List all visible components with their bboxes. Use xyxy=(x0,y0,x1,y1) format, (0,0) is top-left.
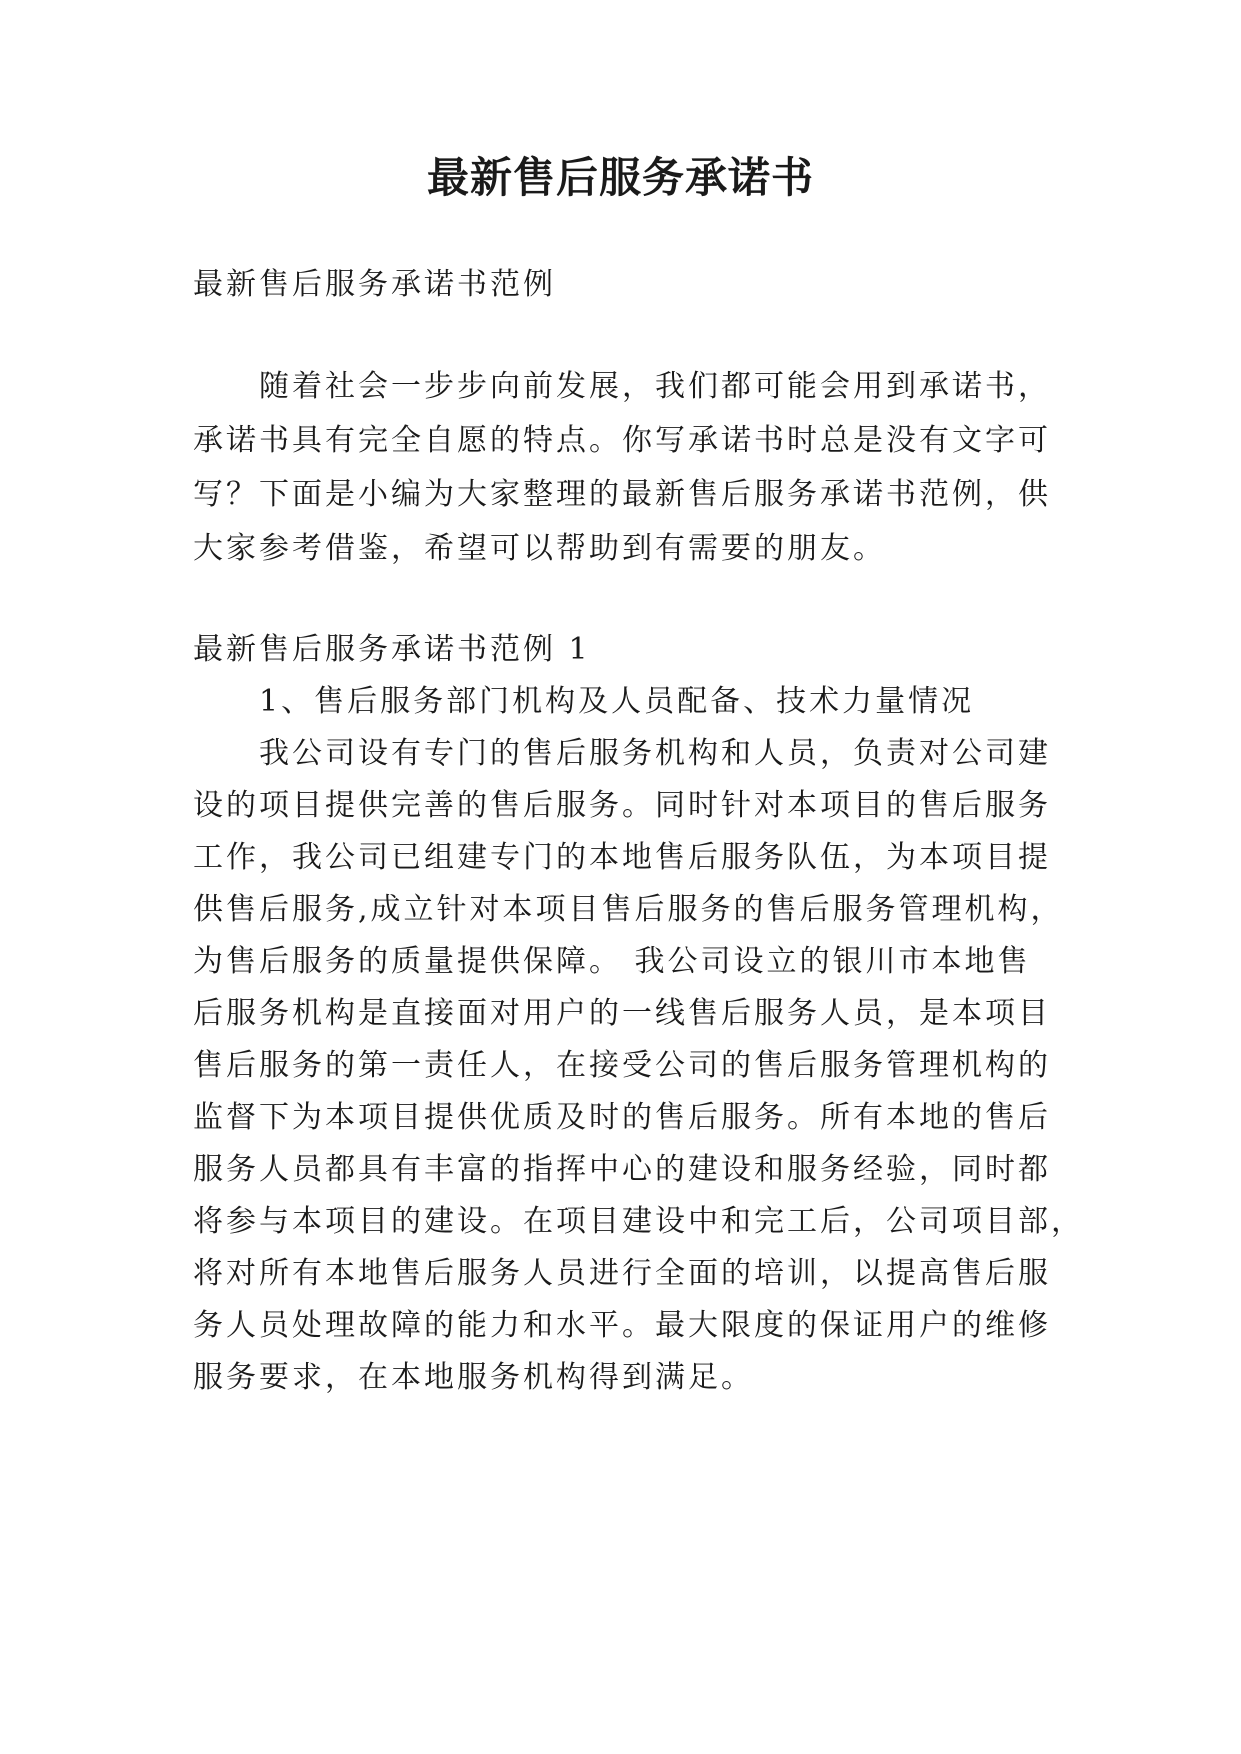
body-line: 监督下为本项目提供优质及时的售后服务。所有本地的售后 xyxy=(193,1100,1051,1135)
body-line: 务人员处理故障的能力和水平。最大限度的保证用户的维修 xyxy=(193,1308,1051,1343)
intro-line: 承诺书具有完全自愿的特点。你写承诺书时总是没有文字可 xyxy=(193,423,1051,458)
body-line: 工作，我公司已组建专门的本地售后服务队伍，为本项目提 xyxy=(193,840,1051,875)
intro-line: 大家参考借鉴，希望可以帮助到有需要的朋友。 xyxy=(193,531,886,566)
example-heading: 最新售后服务承诺书范例 1 xyxy=(193,632,591,667)
body-line: 售后服务的第一责任人，在接受公司的售后服务管理机构的 xyxy=(193,1048,1051,1083)
body-line: 为售后服务的质量提供保障。 我公司设立的银川市本地售 xyxy=(193,944,1031,979)
body-line: 设的项目提供完善的售后服务。同时针对本项目的售后服务 xyxy=(193,788,1051,823)
body-line: 后服务机构是直接面对用户的一线售后服务人员，是本项目 xyxy=(193,996,1051,1031)
section-heading: 1、售后服务部门机构及人员配备、技术力量情况 xyxy=(259,684,975,719)
intro-line: 随着社会一步步向前发展，我们都可能会用到承诺书， xyxy=(259,369,1051,404)
body-line: 服务人员都具有丰富的指挥中心的建设和服务经验，同时都 xyxy=(193,1152,1051,1187)
body-line: 将对所有本地售后服务人员进行全面的培训，以提高售后服 xyxy=(193,1256,1051,1291)
body-line: 我公司设有专门的售后服务机构和人员，负责对公司建 xyxy=(259,736,1051,771)
body-line: 供售后服务,成立针对本项目售后服务的售后服务管理机构， xyxy=(193,892,1064,927)
intro-line: 写？下面是小编为大家整理的最新售后服务承诺书范例，供 xyxy=(193,477,1051,512)
body-line: 服务要求，在本地服务机构得到满足。 xyxy=(193,1360,754,1395)
document-subtitle: 最新售后服务承诺书范例 xyxy=(193,267,556,302)
body-line: 将参与本项目的建设。在项目建设中和完工后，公司项目部， xyxy=(193,1204,1084,1239)
document-title: 最新售后服务承诺书 xyxy=(426,153,814,202)
